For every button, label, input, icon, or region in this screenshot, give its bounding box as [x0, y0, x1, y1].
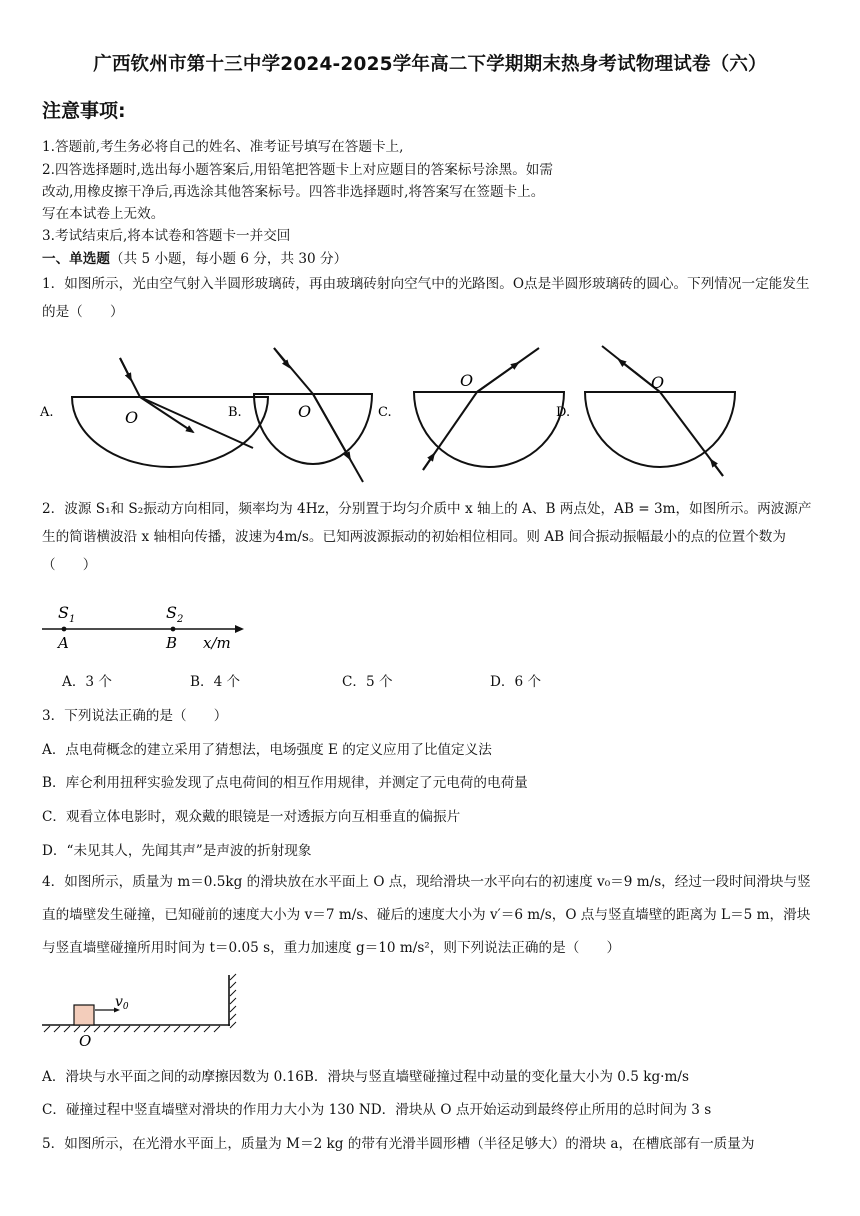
notice-heading: 注意事项:: [42, 100, 126, 122]
diagram-label-b: B.: [228, 405, 242, 420]
q3-option-d: D．“未见其人，先闻其声”是声波的折射现象: [42, 843, 312, 859]
center-label-a: O: [125, 408, 139, 427]
slider-block: [74, 1005, 94, 1025]
incident-arrow-c: [423, 454, 434, 470]
q2-option-a: A．3 个: [62, 674, 112, 690]
q3-option-b: B．库仑利用扭秤实验发现了点电荷间的相互作用规律，并测定了元电荷的电荷量: [42, 775, 528, 791]
point-a-label: A: [58, 634, 69, 652]
page-title: 广西钦州市第十三中学2024-2025学年高二下学期期末热身考试物理试卷（六）: [93, 54, 767, 75]
refracted-arrow-a: [140, 397, 193, 432]
notice-line: 写在本试卷上无效。: [42, 206, 165, 222]
section-label: 一、单选题: [42, 251, 110, 267]
notice-line: 2.四答选择题时,选出每小题答案后,用铅笔把答题卡上对应题目的答案标号涂黑。如需: [42, 162, 553, 178]
q2-axis-figure: [36, 598, 256, 654]
q3-option-c: C．观看立体电影时，观众戴的眼镜是一对透振方向互相垂直的偏振片: [42, 809, 461, 825]
axis-label: x/m: [203, 634, 231, 652]
question-3-stem: 3．下列说法正确的是（ ）: [42, 708, 228, 724]
question-4-stem: 4．如图所示，质量为 m＝0.5kg 的滑块放在水平面上 O 点，现给滑块一水平向右的初速度 v₀＝9 m/s，经过一段时间滑块与竖直的墙壁发生碰撞，已知碰前的速度大小为 v＝7 m/s、碰后的速度大小为 v′＝6 m/s，O 点与竖直墙壁的距离为 L＝5 m，滑块与竖直墙壁碰撞所用时间为 t＝0.05 s，重力加速度 g＝10 m/s²，则下列说法正确的是（ ）: [42, 874, 811, 956]
q2-option-b: B．4 个: [190, 674, 241, 690]
semicircle-brick-d: [585, 392, 735, 467]
point-o-label: O: [79, 1032, 92, 1050]
q3-option-a: A．点电荷概念的建立采用了猜想法，电场强度 E 的定义应用了比值定义法: [42, 742, 492, 758]
notice-line: 3.考试结束后,将本试卷和答题卡一并交回: [42, 228, 291, 244]
section-detail: （共 5 小题，每小题 6 分，共 30 分）: [109, 251, 348, 267]
ground-hatching: [44, 1026, 220, 1032]
incident-arrow-d: [711, 460, 723, 476]
q4-options-cd: C．碰撞过程中竖直墙壁对滑块的作用力大小为 130 ND．滑块从 O 点开始运动到最终停止所用的总时间为 3 s: [42, 1102, 712, 1118]
incident-arrow-a: [120, 358, 131, 380]
incident-arrow-b: [274, 348, 289, 367]
notice-line: 改动,用橡皮擦干净后,再选涂其他答案标号。四答非选择题时,将答案写在签题卡上。: [42, 184, 545, 200]
diagram-label-a: A.: [40, 405, 54, 420]
question-5-stem: 5．如图所示，在光滑水平面上，质量为 M＝2 kg 的带有光滑半圆形槽（半径足够大）的滑块 a，在槽底部有一质量为: [42, 1136, 755, 1152]
q4-block-wall-figure: [38, 970, 248, 1050]
q4-options-ab: A．滑块与水平面之间的动摩擦因数为 0.16B．滑块与竖直墙壁碰撞过程中动量的变化量大小为 0.5 kg·m/s: [42, 1069, 689, 1085]
wall-hatching: [230, 974, 236, 1028]
diagram-label-c: C.: [378, 405, 392, 420]
section-heading: [42, 247, 347, 267]
point-b: [171, 627, 176, 632]
q2-option-c: C．5 个: [342, 674, 393, 690]
question-1-stem: 1．如图所示，光由空气射入半圆形玻璃砖，再由玻璃砖射向空气中的光路图。O点是半圆形玻璃砖的圆心。下列情况一定能发生的是（ ）: [42, 276, 810, 320]
notice-line: 1.答题前,考生务必将自己的姓名、准考证号填写在答题卡上,: [42, 139, 404, 155]
x-axis-arrow: [235, 625, 244, 633]
point-a: [62, 627, 67, 632]
refracted-arrow-b: [313, 394, 350, 459]
point-b-label: B: [166, 634, 178, 652]
v0-label: $v_0$: [115, 994, 129, 1012]
refracted-arrow-c: [477, 363, 518, 392]
source-s2-label: $S_2$: [166, 603, 184, 625]
semicircle-brick-b: [254, 394, 372, 464]
q1-diagrams: [30, 340, 830, 490]
diagram-label-d: D.: [556, 405, 571, 420]
question-2-stem: 2．波源 S₁和 S₂振动方向相同，频率均为 4Hz，分别置于均匀介质中 x 轴上的 A、B 两点处，AB = 3m，如图所示。两波源产生的简谐横波沿 x 轴相向传播，波速为4m/s。已知两波源振动的初始相位相同。则 AB 间合振动振幅最小的点的位置个数为（ ）: [42, 501, 812, 573]
q2-option-d: D．6 个: [490, 674, 542, 690]
semicircle-brick-c: [414, 392, 564, 467]
center-label-c: O: [460, 371, 474, 390]
center-label-b: O: [298, 402, 312, 421]
source-s1-label: $S_1$: [58, 603, 76, 625]
center-label-d: O: [651, 373, 665, 392]
